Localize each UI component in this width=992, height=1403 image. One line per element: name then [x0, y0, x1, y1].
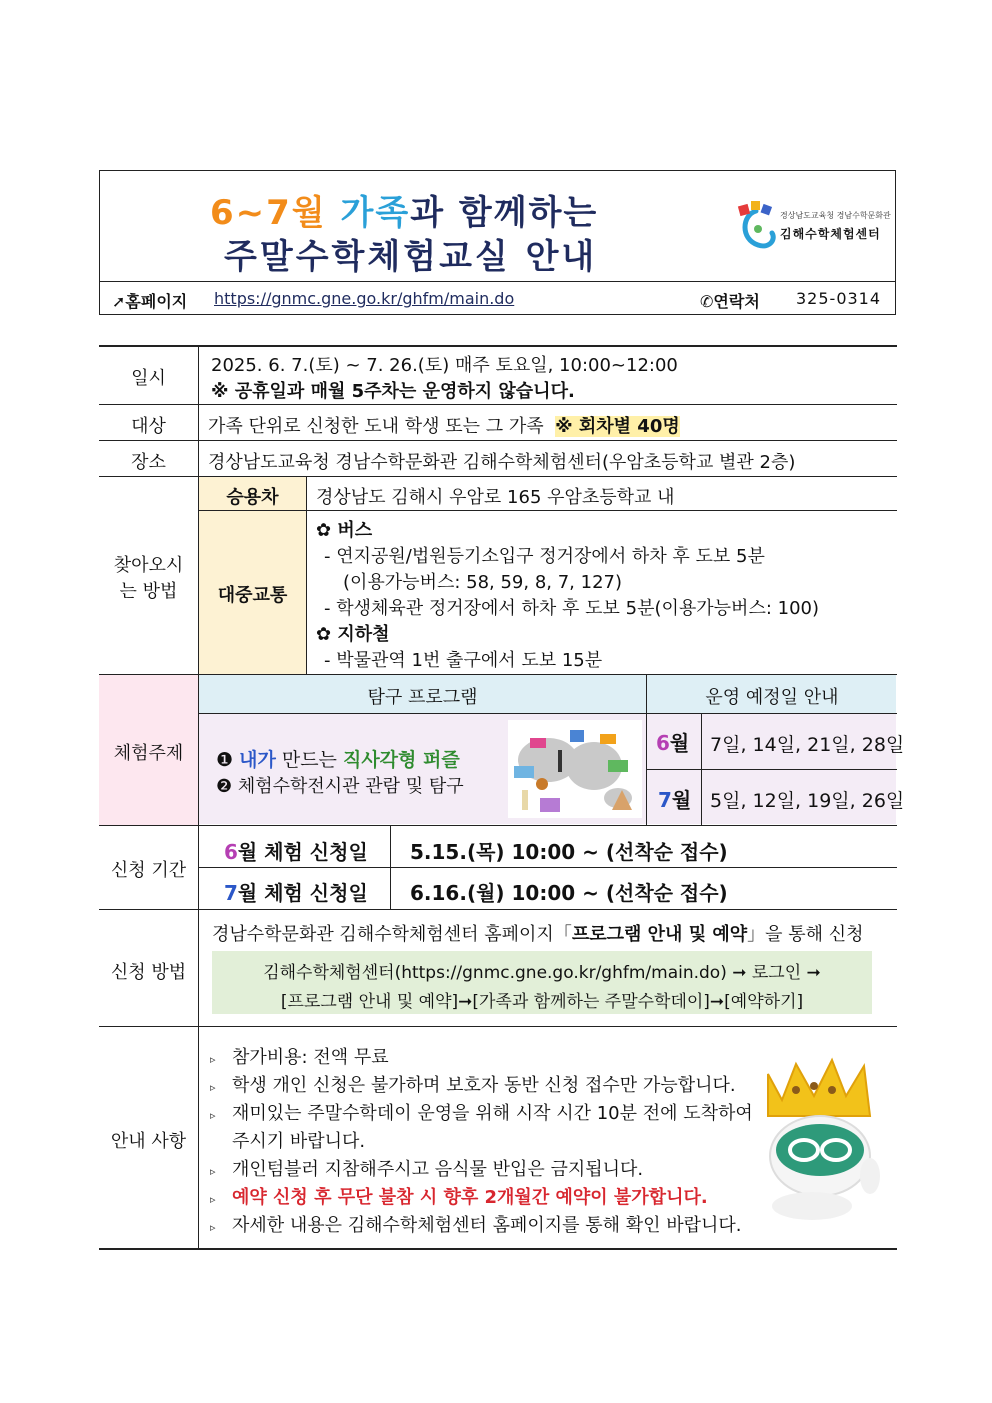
notice-text-1: 참가비용: 전액 무료	[232, 1047, 389, 1068]
july-apply-number: 7	[224, 881, 238, 905]
july-label	[658, 784, 691, 813]
june-number: 6	[656, 731, 670, 755]
theme-label: 체험주제	[113, 743, 184, 764]
title-together: 과 함께하는	[410, 193, 599, 233]
page-title-line1	[210, 185, 598, 234]
target-label: 대상	[131, 416, 166, 437]
notice-item-1	[210, 1043, 389, 1069]
title-area	[100, 171, 895, 282]
bus-line1: - 연지공원/법원등기소입구 정거장에서 하차 후 도보 5분	[324, 546, 765, 567]
june-unit: 월	[669, 731, 690, 755]
july-unit: 월	[671, 788, 692, 812]
bullet-icon: ▹	[210, 1053, 216, 1066]
item1-making: 만드는	[275, 749, 343, 771]
world-map-illustration	[508, 720, 642, 818]
notice-label: 안내 사항	[110, 1131, 187, 1152]
bus-title: ✿ 버스	[316, 520, 373, 541]
apply-period-label: 신청 기간	[110, 860, 187, 881]
logo-org-text: 경상남도교육청 경남수학문화관	[780, 211, 891, 220]
car-text: 경상남도 김해시 우암로 165 우암초등학교 내	[316, 487, 675, 508]
item1-mine: 내가	[239, 749, 276, 771]
june-apply-number: 6	[224, 840, 238, 864]
directions-label-2: 는 방법	[119, 581, 178, 602]
notice-text-6: 자세한 내용은 김해수학체험센터 홈페이지를 통해 확인 바랍니다.	[232, 1215, 742, 1236]
june-apply-label	[224, 836, 368, 865]
item1-number: ❶	[216, 749, 234, 771]
car-label: 승용차	[226, 487, 279, 508]
apply-desc-c: 」을 통해 신청	[747, 924, 864, 945]
page-title-line2: 주말수학체험교실 안내	[224, 237, 598, 277]
place-label: 장소	[131, 452, 166, 473]
homepage-label: ➚홈페이지	[112, 292, 188, 311]
notice-item-2	[210, 1071, 736, 1097]
center-logo	[736, 199, 891, 255]
july-number: 7	[658, 788, 672, 812]
apply-method-desc	[212, 920, 864, 946]
bullet-icon: ▹	[210, 1221, 216, 1234]
title-family: 가족	[340, 193, 411, 233]
date-label: 일시	[131, 368, 166, 389]
july-dates: 5일, 12일, 19일, 26일	[710, 790, 905, 812]
item1-puzzle: 직사각형 퍼즐	[342, 749, 460, 771]
apply-desc-a: 경남수학문화관 김해수학체험센터 홈페이지「	[212, 924, 572, 945]
apply-step-line1: 김해수학체험센터(https://gnmc.gne.go.kr/ghfm/main.do) ➞ 로그인 ➞	[263, 963, 821, 983]
june-apply-text: 월 체험 신청일	[237, 840, 368, 864]
target-capacity: ※ 회차별 40명	[555, 416, 680, 437]
apply-method-label: 신청 방법	[110, 962, 187, 983]
target-text	[208, 412, 680, 438]
bullet-icon: ▹	[210, 1165, 216, 1178]
bullet-icon: ▹	[210, 1081, 216, 1094]
place-text: 경상남도교육청 경남수학문화관 김해수학체험센터(우암초등학교 별관 2층)	[208, 452, 796, 473]
notice-text-4: 개인텀블러 지참해주시고 음식물 반입은 금지됩니다.	[232, 1159, 644, 1180]
directions-label-1: 찾아오시	[113, 555, 184, 576]
date-note: ※ 공휴일과 매월 5주차는 운영하지 않습니다.	[211, 381, 575, 402]
logo-mark-icon	[736, 199, 780, 255]
notice-item-4	[210, 1155, 643, 1181]
public-transport-label: 대중교통	[217, 585, 288, 606]
program-item-2: ❷ 체험수학전시관 관람 및 탐구	[216, 776, 464, 797]
bus-line2: (이용가능버스: 58, 59, 8, 7, 127)	[343, 572, 623, 593]
bullet-icon: ▹	[210, 1193, 216, 1206]
homepage-link[interactable]: https://gnmc.gne.go.kr/ghfm/main.do	[214, 289, 515, 308]
notice-item-6	[210, 1211, 742, 1237]
notice-item-5	[210, 1183, 708, 1209]
contact-label: ✆연락처	[700, 292, 760, 311]
logo-name-text: 김해수학체험센터	[780, 227, 881, 241]
contact-row	[100, 281, 895, 315]
july-apply-value: 6.16.(월) 10:00 ~ (선착순 접수)	[410, 881, 728, 905]
june-label	[656, 727, 689, 756]
apply-desc-menu: 프로그램 안내 및 예약	[571, 924, 748, 945]
bus-line3: - 학생체육관 정거장에서 하차 후 도보 5분(이용가능버스: 100)	[324, 598, 819, 619]
notice-text-5: 예약 신청 후 무단 불참 시 향후 2개월간 예약이 불가합니다.	[232, 1187, 708, 1208]
july-apply-text: 월 체험 신청일	[237, 881, 368, 905]
program-header: 탐구 프로그램	[367, 687, 478, 708]
july-apply-label	[224, 877, 368, 906]
notice-text-3: 재미있는 주말수학데이 운영을 위해 시작 시간 10분 전에 도착하여	[232, 1103, 753, 1124]
date-range: 2025. 6. 7.(토) ~ 7. 26.(토) 매주 토요일, 10:00~12:00	[211, 355, 678, 376]
schedule-header: 운영 예정일 안내	[705, 687, 839, 708]
contact-phone: 325-0314	[796, 289, 882, 308]
notice-item-3	[210, 1099, 753, 1125]
bullet-icon: ▹	[210, 1109, 216, 1122]
program-item-1	[216, 745, 460, 772]
title-months: 6~7월	[210, 193, 327, 233]
notice-text-2: 학생 개인 신청은 불가하며 보호자 동반 신청 접수만 가능합니다.	[232, 1075, 736, 1096]
header-box	[99, 170, 896, 315]
apply-step-line2: [프로그램 안내 및 예약]➞[가족과 함께하는 주말수학데이]➞[예약하기]	[280, 992, 804, 1012]
june-apply-value: 5.15.(목) 10:00 ~ (선착순 접수)	[410, 840, 728, 864]
target-desc: 가족 단위로 신청한 도내 학생 또는 그 가족	[208, 416, 544, 437]
notice-item-3-cont: 주시기 바랍니다.	[232, 1131, 366, 1152]
subway-line1: - 박물관역 1번 출구에서 도보 15분	[324, 650, 603, 671]
june-dates: 7일, 14일, 21일, 28일	[710, 734, 905, 756]
mascot-illustration	[752, 1056, 886, 1222]
subway-title: ✿ 지하철	[316, 624, 390, 645]
